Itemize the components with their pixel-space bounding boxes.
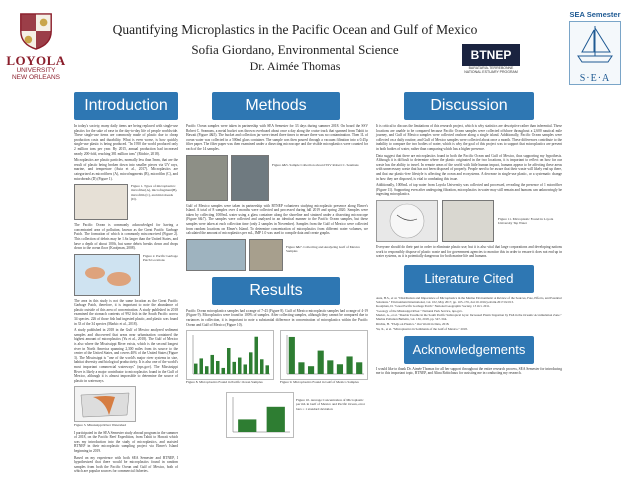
chart-bar (289, 337, 295, 374)
literature-ref: "Geology of the Mississippi River." National Park Service, nps.gov. (376, 308, 463, 313)
sea-logo-frame (569, 21, 621, 85)
btnep-logo-subtext: BARATARIA-TERREBONNE NATIONAL ESTUARY PROGRAM (464, 66, 518, 74)
chart-bar (227, 348, 231, 374)
figure-11-image (376, 200, 438, 242)
intro-paragraph-3: The Pacific Ocean is commonly acknowledged for having a concentrated area of pollution, known as the Great Pacific Garbage Patch. The formation of which is commonly misconceived (Figure 2). This collection of debris may be 1.6x larger than the United States, and have a depth of about 100ft, but some debris breaks down and drops down to the ocean floor (Kooijman, 2008). (74, 223, 178, 251)
discussion-paragraph-3: Additionally, 1000mL of tap water from Loyola University was collected and processed, revealing the presence of 1 microfiber (Figure 11). Supporting even after undergoing filtration, microplastics in water may still remain and humans can unknowingly be ingesting microplastics. (376, 183, 562, 197)
garbage-patch-map-icon (75, 255, 139, 295)
figure-1-image (74, 184, 128, 220)
poster-header (0, 0, 640, 88)
chart-bar (194, 364, 198, 374)
chart-bar (232, 362, 236, 374)
figure-10-svg (227, 393, 293, 437)
logo-line-1: LOYOLA (6, 53, 66, 68)
literature-ref: Auta, H.S., et al. "Distribution and Importance of Microplastics in the Marine Environment: A Review of the Sources, Fate, Effects, and Potential Solutions." Environment International, vol. 102, May 2017, pp. 165–176, doi:10.1016/j.envint.2017.02.013. (376, 295, 562, 304)
figure-9-chart (280, 330, 368, 380)
discussion-column (376, 88, 562, 376)
methods-paragraph-1: Pacific Ocean samples were taken in partnership with SEA Semester for 33 days during summer 2018. On board the SSV Robert C. Seamans, a metal bucket was thrown overboard about once a day along the cruise track that spanned from Tahiti to Hawaii (Figure 4&5). The bucket and collection jar were rinsed three times to ensure there was no contamination. Then 1L of ocean water was collected in a 500ml glass container. The sample was then poured through a vacuum filtration into a 0.45µ filter paper. The filter paper was then examined under a dissecting microscope and the visible microplastics were counted for each of the 14 samples. (186, 124, 368, 151)
figure-10-chart (226, 392, 294, 438)
figure-6-7-block (186, 239, 368, 271)
introduction-column (74, 88, 178, 474)
chart-bar (205, 366, 209, 374)
figure-4-image (186, 155, 228, 201)
chart-bar (254, 337, 258, 374)
intro-paragraph-2: Microplastics are plastic particles, normally less than 5mm, that are the result of plastic being broken down into smaller pieces via UV rays, marine, and tempreture (Auta et al., 2017). Microplastics are categorized as microfibers (A), microfragments (B), microfilm (C), and microbeads (D) (Figure 1). (74, 158, 178, 181)
literature-list (376, 296, 562, 331)
figure-6-7-caption: Figure 6&7. Collecting and Analyzing Gulf of Mexico Samples (286, 244, 361, 253)
intro-paragraph-7: Based on my experience with both SEA Semester and BTNEP, I hypothesized that there would be microplastics found in random samples from both the Pacific Ocean and Gulf of Mexico, both of which are popular sources for commercial fisheries. (74, 455, 178, 474)
poster-author: Sofia Giordano, Environmental Science (191, 42, 399, 57)
intro-paragraph-6: I participated in the SEA Semester study abroad program in the summer of 2018, on the Pacific Reef Expedition, from Tahiti to Hawaii which was my introduction into the study of microplastics, and assisted BTNEP in their microplastic sampling project via Elmer's Island beginning in 2019. (74, 430, 178, 453)
chart-bar (221, 368, 225, 374)
chart-bar (243, 365, 247, 375)
figure-4-5-caption: Figure 4&5. Sample Collection aboard SSV Robert C. Seamans (272, 162, 359, 167)
methods-heading: Methods (212, 92, 340, 120)
figure-2-block (74, 254, 178, 296)
figure-11-caption: Figure 11. Microplastic Found in Loyola University Tap Water (498, 216, 554, 225)
watershed-map-icon (75, 387, 135, 421)
figure-3-block (74, 386, 178, 427)
figure-4-5-block (186, 155, 368, 201)
chart-bar (199, 358, 203, 374)
loyola-shield-icon (17, 12, 55, 50)
sea-logo-letters: S·E·A (579, 73, 611, 84)
figure-8-chart (186, 330, 274, 380)
intro-paragraph-1: In today's society, many daily items are being replaced with single-use plastics for the sake of ease in the day-to-day life of people worldwide. These single-use items are commonly made of plastic due to cheap production costs and durability. What is even worse, is how quickly single-use plastic is being produced. "In 1950 the world produced only 2 million tons per year. By 2015, annual production had increased nearly 200-fold, reaching 381 million tons" (Ritchie, 2018). (74, 124, 178, 156)
discussion-paragraph-2: Data suggest that there are microplastics found in both the Pacific Ocean and Gulf of Mexico, thus supporting my hypothesis. Although it is difficult to determine where the plastic originated in the two locations, it is important to reflect on how far our waste has the ability to travel. In remote areas of the world with little human impact, humans appear to be affecting these areas with unnecessary waste that has not been disposed of properly. People need to be aware that their waste will likely end up there, and that our plastic-free lifestyle is affecting the ocean and ecosystems. A decrease in single-use plastic, or a systematic change in how they are disposed, is vital to combating this issue. (376, 153, 562, 181)
intro-paragraph-5: A study published in 2018 in the Gulf of Mexico analyzed sediment samples and discovered that areas near urbanization contained the highest amount of microplastics (Yu et al., 2018). The Gulf of Mexico is also where the Mississippi River exists, which is the second longest river in North America spanning 2,300 miles from its source to the center of the United States, and covers 40% of the United States (Figure 3). The Mississippi is "one of the world's major river systems in size, habitat diversity and biological productivity. It is also one of the world's most important commercial waterways" (nps.gov). The Mississippi River is likely a major contributor to microplastics found in the Gulf of Mexico, although it is almost impossible to determine the source of plastic in waterways. (74, 328, 178, 383)
figure-6-image (186, 239, 246, 271)
btnep-logo (462, 44, 520, 78)
results-paragraph-1: Pacific Ocean microplastics samples had a range of 7-43 (Figure 8). Gulf of Mexico microplastic samples had a range of 4-19 (Figure 9). Microplastics were found in 100% of samples. After collecting samples, although they cannot be compared due to variances in collection, it is important to note a substantial difference in concentration of microplastics within the Pacific Ocean and Gulf of Mexico (Figure 10). (186, 308, 368, 327)
chart-bar (356, 362, 362, 374)
discussion-heading: Discussion (404, 92, 534, 120)
figure-1-block (74, 184, 178, 220)
chart-bar (238, 419, 256, 432)
figure-2-caption: Figure 2. Pacific Garbage Patch Locations (143, 253, 178, 262)
figure-7-image (249, 239, 283, 271)
figure-8-svg (187, 331, 273, 379)
logo-line-3: NEW ORLEANS (11, 74, 61, 81)
introduction-heading: Introduction (74, 92, 178, 120)
figure-1-caption: Figure 1. Types of microplastics: microfiber(A), microfragment(B), microfilm (C), and microbeads (D). (131, 184, 178, 201)
chart-bar (265, 365, 269, 374)
figure-8-caption: Figure 8. Microplastics Found in Pacific Ocean Samples (186, 380, 263, 385)
figure-9-caption: Figure 9. Microplastics Found in Gulf of Mexico Samples (280, 380, 359, 385)
figure-3-image (74, 386, 136, 422)
intro-paragraph-4: The area in this study is not the same location as the Great Pacific Garbage Patch, therefore, it is important to note the abundance of plastic outside of this area of concentration. A study published in 2018 examined the stomach contents of 992 fish in the South Pacific across 34 species. 226 of those fish had ingested plastic, and plastic was found in 33 of the 34 species (Markic et al., 2018). (74, 298, 178, 326)
logo-line-2: UNIVERSITY (16, 67, 56, 74)
figure-10-caption: Figure 10. Average Concentration of Microplastic per mL in Gulf of Mexico and Pacific Ocean, error bars = 1 standard deviation (296, 398, 365, 411)
chart-bar (238, 358, 242, 374)
poster-advisor: Dr. Aimée Thomas (249, 59, 341, 73)
poster-title: Quantifying Microplastics in the Pacific Ocean and Gulf of Mexico (112, 22, 478, 37)
methods-results-column (186, 88, 368, 440)
figure-11-second-image (442, 200, 494, 242)
microscope-view-icon (377, 201, 437, 241)
methods-paragraph-2: Gulf of Mexico samples were taken in partnership with BTNEP volunteers studying microplastic presence along Elmer's Island. A total of 8 samples over 4 months were collected and processed during fall 2019 and spring 2020. Samples were taken by collecting 1000mL water using a glass container along the shoreline and strained under a dissecting microscope (Figure 6&7). The samples were collected and analyzed in an identical manner to the Pacific Ocean samples, but these samples were taken at each collection time (only 2 samples in November). Samples from the Gulf of Mexico were collected from random locations on Elmer's Island. To determine concentration of microplastics from different water volumes, we calculated the amount of microplastics per mL, IMP 1.0 was used to compile data and create graphs. (186, 203, 368, 236)
chart-bar (267, 407, 285, 432)
figure-5-image (231, 155, 269, 201)
literature-ref: Ritchie, H. "FAQs on Plastics." Our World in Data, 2018. (376, 322, 450, 327)
results-heading: Results (212, 277, 340, 305)
sailboat-icon (570, 22, 620, 66)
acknowledgements-heading: Acknowledgements (404, 336, 534, 364)
discussion-paragraph-1: It is critical to discuss the limitations of this research project, which is why statistics are descriptive rather than inferential. These locations are unable to be compared because Pacific Ocean samples were collected offshore throughout a 2,600 nautical mile journey, and Gulf of Mexico samples were collected onshore along a single island. Additionally, Pacific Ocean samples were collected on a daily routine, and Gulf of Mexico samples were collected about once a month. These differences contribute to the inability to compare the two bodies of water, which is why the goal of this project was to support that microplastics are present in both bodies of water, rather than comparing which has a higher presence. (376, 124, 562, 151)
btnep-logo-text: BTNEP (462, 44, 520, 66)
chart-axis (193, 335, 270, 374)
chart-bar (327, 360, 333, 374)
figure-9-svg (281, 331, 367, 379)
figure-11-block (376, 200, 562, 242)
results-figures (186, 330, 368, 440)
sea-semester-logo (555, 10, 635, 88)
figure-2-image (74, 254, 140, 296)
discussion-paragraph-4: Everyone should do their part in order to eliminate plastic use; but it is also vital that large corporations and developing nations work to responsibly dispose of plastic waste and for government agencies to monitor this in order to ensure it does not end up in water systems, as it is potentially dangerous for both marine life and humans. (376, 244, 562, 259)
literature-ref: Kooijman, D. "Great Pacific Garbage Patch." National Geographic Society, 13 Oct. 2011. (376, 304, 491, 309)
chart-bar (216, 361, 220, 374)
chart-bar (337, 364, 343, 374)
loyola-logo (4, 12, 68, 81)
chart-bar (308, 366, 314, 374)
sea-logo-name: SEA Semester (569, 10, 621, 19)
chart-bar (298, 362, 304, 374)
chart-bar (210, 355, 214, 374)
literature-ref: Markic, A., et al. "Double Trouble in the South Pacific Subtropical Gyre: Increased Plastic Ingestion by Fish in the Oceanic Accumulation Zone." Marine Pollution Bulletin, vol. 136, 2018, pp. 547–564. (376, 313, 562, 322)
chart-bar (249, 352, 253, 374)
literature-heading: Literature Cited (404, 265, 534, 293)
chart-bar (346, 357, 352, 375)
literature-ref: Yu, X., et al. "Microplastics in Sediments of the Gulf of Mexico." 2018. (376, 326, 468, 331)
acknowledgements-text: I would like to thank Dr. Aimée Thomas for all her support throughout the entire research process, SEA Semester for introducing me to this important topic, BTNEP, and Alina Robichaux for assisting me in conducting my research. (376, 366, 562, 376)
figure-3-caption: Figure 3. Mississippi River Watershed (74, 423, 126, 428)
chart-bar (318, 351, 324, 374)
chart-bar (260, 359, 264, 374)
